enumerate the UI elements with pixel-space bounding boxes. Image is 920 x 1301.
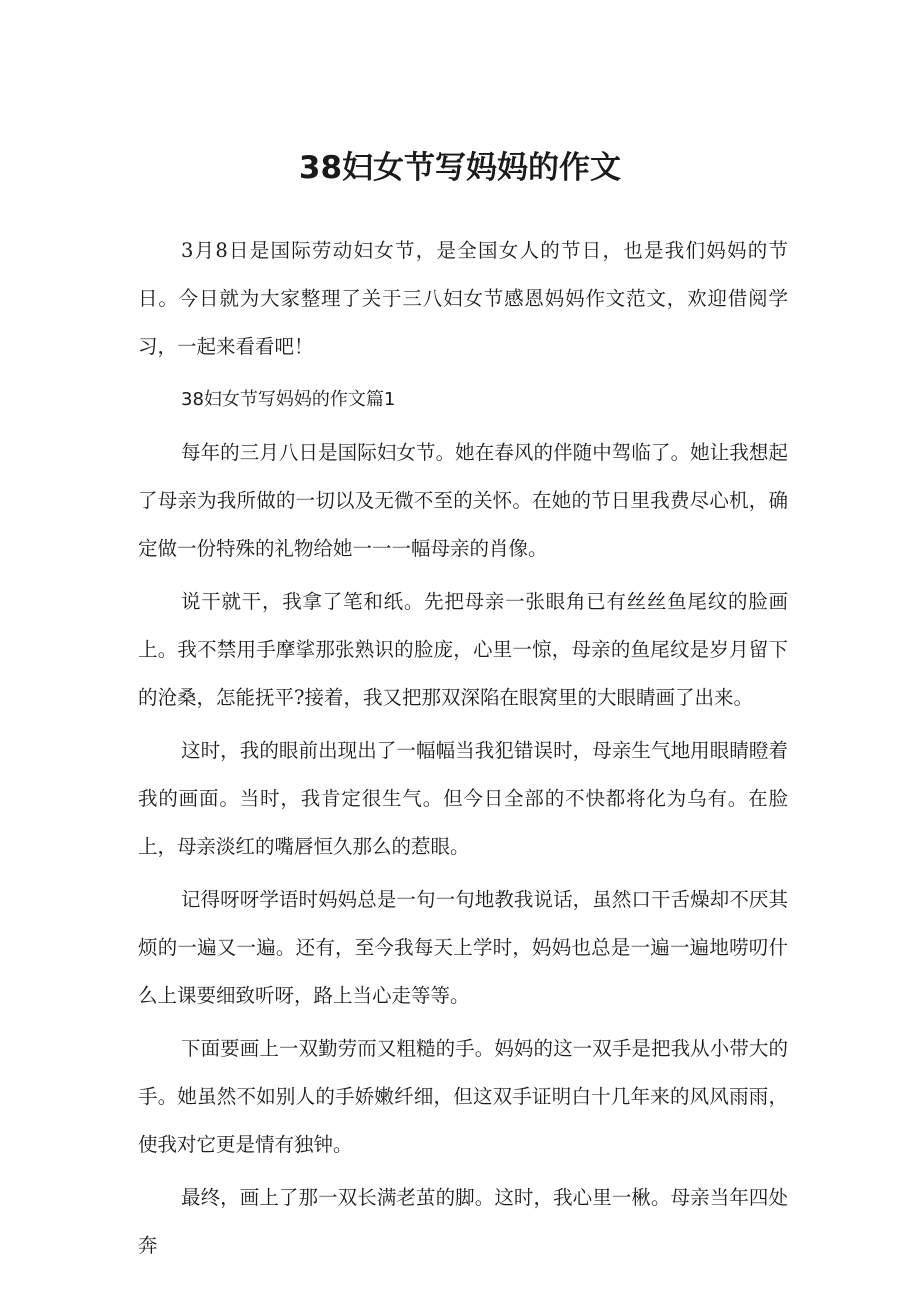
document-title: 38妇女节写妈妈的作文	[298, 150, 622, 186]
body-paragraph: 下面要画上一双勤劳而又粗糙的手。妈妈的这一双手是把我从小带大的手。她虽然不如别人的手娇嫩纤细，但这双手证明白十几年来的风风雨雨，使我对它更是情有独钟。	[138, 1037, 788, 1156]
body-paragraph: 这时，我的眼前出现出了一幅幅当我犯错误时，母亲生气地用眼睛瞪着我的画面。当时，我肯定很生气。但今日全部的不快都将化为乌有。在脸上，母亲淡红的嘴唇恒久那么的惹眼。	[138, 739, 788, 858]
intro-paragraph: 3月8日是国际劳动妇女节，是全国女人的节日，也是我们妈妈的节日。今日就为大家整理了关于三八妇女节感恩妈妈作文范文，欢迎借阅学习，一起来看看吧！	[138, 239, 788, 358]
section-heading: 38妇女节写妈妈的作文篇1	[181, 389, 396, 410]
body-paragraph: 记得呀呀学语时妈妈总是一句一句地教我说话，虽然口干舌燥却不厌其烦的一遍又一遍。还有，至今我每天上学时，妈妈也总是一遍一遍地唠叨什么上课要细致听呀，路上当心走等等。	[138, 888, 788, 1007]
document-body	[138, 227, 788, 1275]
body-paragraph: 最终，画上了那一双长满老茧的脚。这时，我心里一楸。母亲当年四处奔	[138, 1186, 788, 1257]
body-paragraph: 每年的三月八日是国际妇女节。她在春风的伴随中驾临了。她让我想起了母亲为我所做的一切以及无微不至的关怀。在她的节日里我费尽心机，确定做一份特殊的礼物给她一一一幅母亲的肖像。	[138, 441, 788, 560]
body-paragraph: 说干就干，我拿了笔和纸。先把母亲一张眼角已有丝丝鱼尾纹的脸画上。我不禁用手摩挲那张熟识的脸庞，心里一惊，母亲的鱼尾纹是岁月留下的沧桑，怎能抚平?接着，我又把那双深陷在眼窝里的大眼睛画了出来。	[138, 590, 788, 709]
